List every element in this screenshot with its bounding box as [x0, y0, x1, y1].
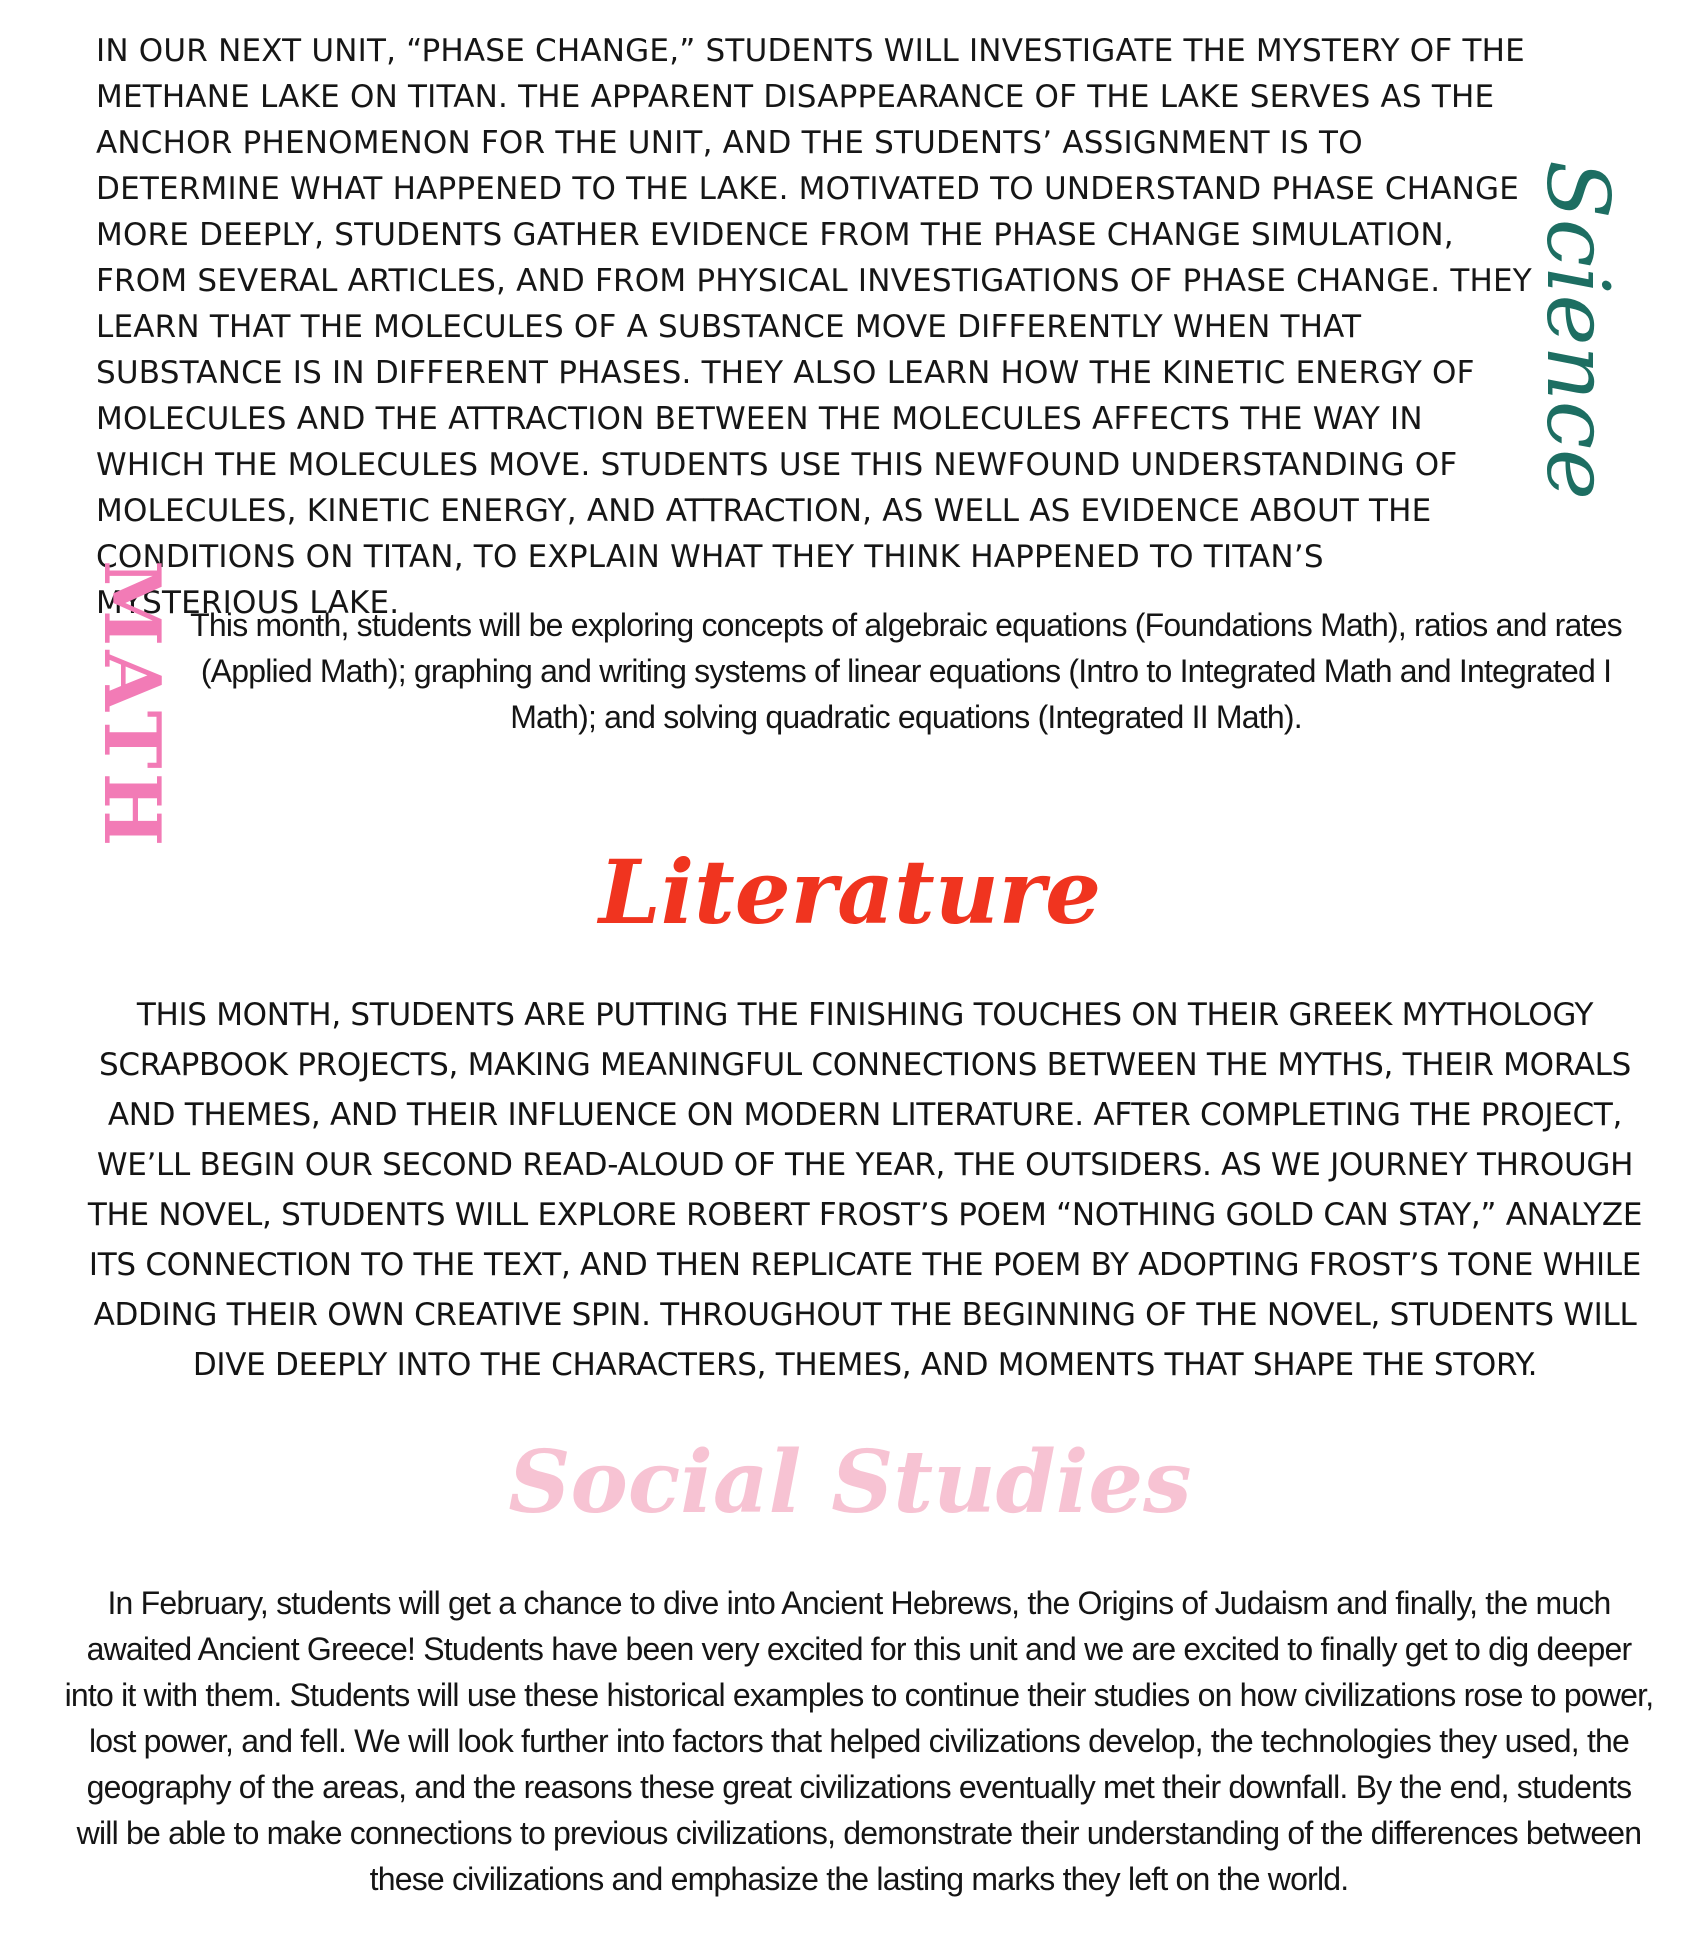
math-paragraph: This month, students will be exploring concepts of algebraic equations (Foundations Math), ratios and rates (Applied Math); graphing and writing systems of linear equations (Intro to Integrated Math and Integrated I Math); and solving quadratic equations (Integrated II Math).: [190, 607, 1622, 735]
social-studies-paragraph: In February, students will get a chance to dive into Ancient Hebrews, the Origins of Judaism and finally, the much awaited Ancient Greece! Students have been very excited for this unit and we are excited to finally get to dig deeper into it with them. Students will use these historical examples to continue their studies on how civilizations rose to power, lost power, and fell. We will look further into factors that helped civilizations develop, the technologies they used, the geography of the areas, and the reasons these great civilizations eventually met their downfall. By the end, students will be able to make connections to previous civilizations, demonstrate their understanding of the differences between these civilizations and emphasize the lasting marks they left on the world.: [64, 1585, 1654, 1897]
literature-heading: Literature: [598, 840, 1102, 944]
science-paragraph: IN OUR NEXT UNIT, “PHASE CHANGE,” STUDENTS WILL INVESTIGATE THE MYSTERY OF THE METHANE LAKE ON TITAN. THE APPARENT DISAPPEARANCE OF THE LAKE SERVES AS THE ANCHOR PHENOMENON FOR THE UNIT, AND THE STUDENTS’ ASSIGNMENT IS TO DETERMINE WHAT HAPPENED TO THE LAKE. MOTIVATED TO UNDERSTAND PHASE CHANGE MORE DEEPLY, STUDENTS GATHER EVIDENCE FROM THE PHASE CHANGE SIMULATION, FROM SEVERAL ARTICLES, AND FROM PHYSICAL INVESTIGATIONS OF PHASE CHANGE. THEY LEARN THAT THE MOLECULES OF A SUBSTANCE MOVE DIFFERENTLY WHEN THAT SUBSTANCE IS IN DIFFERENT PHASES. THEY ALSO LEARN HOW THE KINETIC ENERGY OF MOLECULES AND THE ATTRACTION BETWEEN THE MOLECULES AFFECTS THE WAY IN WHICH THE MOLECULES MOVE. STUDENTS USE THIS NEWFOUND UNDERSTANDING OF MOLECULES, KINETIC ENERGY, AND ATTRACTION, AS WELL AS EVIDENCE ABOUT THE CONDITIONS ON TITAN, TO EXPLAIN WHAT THEY THINK HAPPENED TO TITAN’S MYSTERIOUS LAKE.: [96, 33, 1532, 621]
math-heading: MATH: [86, 560, 177, 851]
social-studies-heading: Social Studies: [508, 1432, 1192, 1533]
literature-paragraph: THIS MONTH, STUDENTS ARE PUTTING THE FINISHING TOUCHES ON THEIR GREEK MYTHOLOGY SCRAPBOOK PROJECTS, MAKING MEANINGFUL CONNECTIONS BETWEEN THE MYTHS, THEIR MORALS AND THEMES, AND THEIR INFLUENCE ON MODERN LITERATURE. AFTER COMPLETING THE PROJECT, WE’LL BEGIN OUR SECOND READ-ALOUD OF THE YEAR, THE OUTSIDERS. AS WE JOURNEY THROUGH THE NOVEL, STUDENTS WILL EXPLORE ROBERT FROST’S POEM “NOTHING GOLD CAN STAY,” ANALYZE ITS CONNECTION TO THE TEXT, AND THEN REPLICATE THE POEM BY ADOPTING FROST’S TONE WHILE ADDING THEIR OWN CREATIVE SPIN. THROUGHOUT THE BEGINNING OF THE NOVEL, STUDENTS WILL DIVE DEEPLY INTO THE CHARACTERS, THEMES, AND MOMENTS THAT SHAPE THE STORY.: [87, 997, 1643, 1383]
science-heading: Science: [1527, 160, 1627, 500]
